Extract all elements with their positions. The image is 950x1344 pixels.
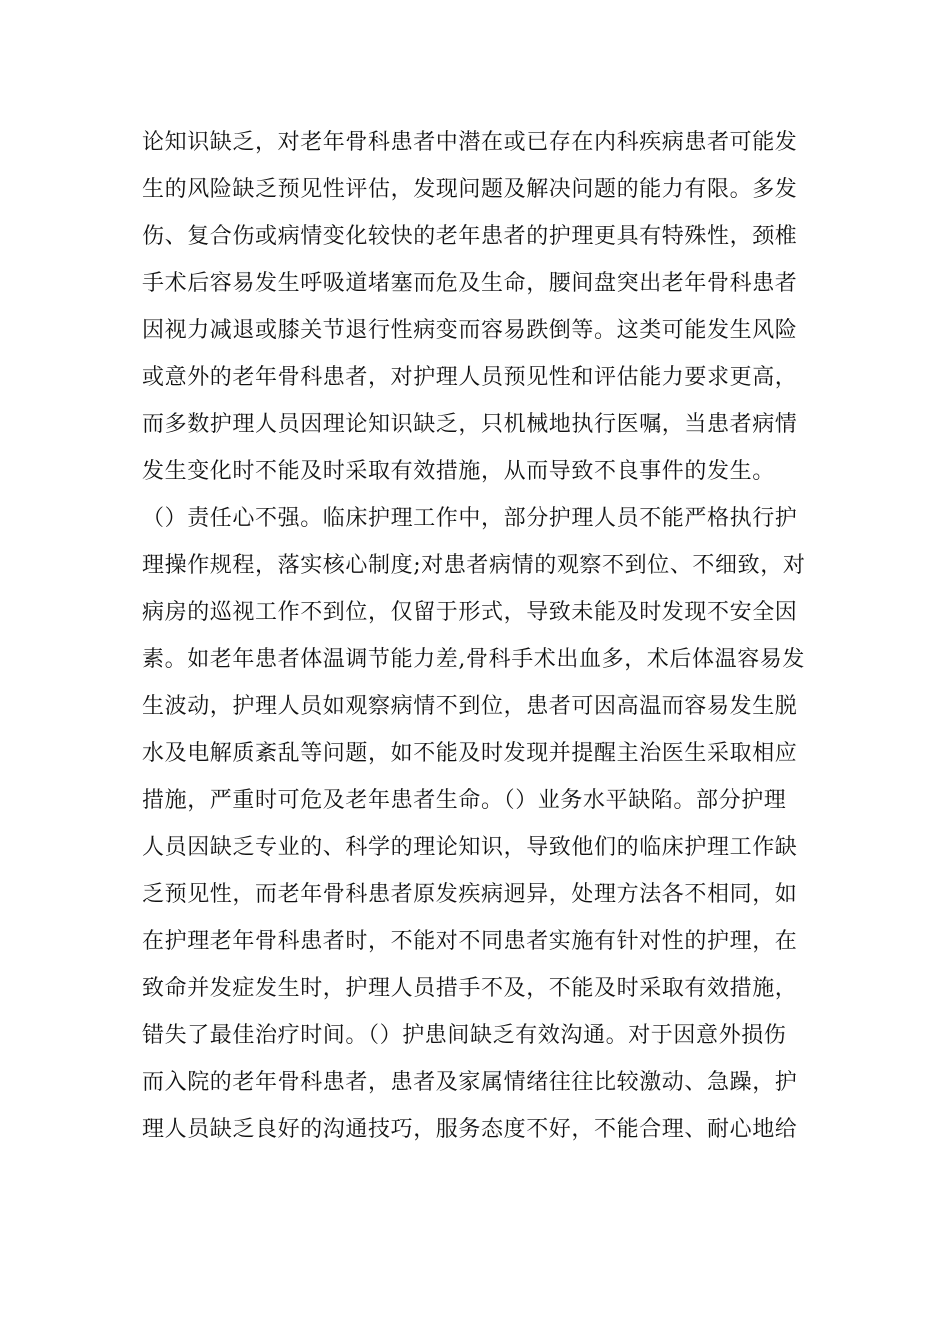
text-line: 素。如老年患者体温调节能力差,骨科手术出血多，术后体温容易发 (142, 647, 805, 672)
text-line: 乏预见性，而老年骨科患者原发疾病迥异，处理方法各不相同，如 (142, 882, 798, 907)
text-line: （）责任心不强。临床护理工作中，部分护理人员不能严格执行护 (142, 506, 798, 531)
body-text (142, 119, 822, 1153)
text-line: 生的风险缺乏预见性评估，发现问题及解决问题的能力有限。多发 (142, 177, 798, 202)
text-line: 发生变化时不能及时采取有效措施，从而导致不良事件的发生。 (142, 459, 775, 484)
text-line: 理人员缺乏良好的沟通技巧，服务态度不好，不能合理、耐心地给 (142, 1117, 798, 1142)
text-line: 生波动，护理人员如观察病情不到位，患者可因高温而容易发生脱 (142, 694, 798, 719)
text-line: 伤、复合伤或病情变化较快的老年患者的护理更具有特殊性，颈椎 (142, 224, 798, 249)
text-line: 错失了最佳治疗时间。（）护患间缺乏有效沟通。对于因意外损伤 (142, 1023, 787, 1048)
text-line: 手术后容易发生呼吸道堵塞而危及生命，腰间盘突出老年骨科患者 (142, 271, 798, 296)
text-line: 水及电解质紊乱等问题，如不能及时发现并提醒主治医生采取相应 (142, 741, 798, 766)
text-line: 而入院的老年骨科患者，患者及家属情绪往往比较激动、急躁，护 (142, 1070, 798, 1095)
text-line: 因视力减退或膝关节退行性病变而容易跌倒等。这类可能发生风险 (142, 318, 798, 343)
text-line: 而多数护理人员因理论知识缺乏，只机械地执行医嘱，当患者病情 (142, 412, 798, 437)
text-line: 理操作规程，落实核心制度;对患者病情的观察不到位、不细致，对 (142, 553, 806, 578)
text-line: 致命并发症发生时，护理人员措手不及，不能及时采取有效措施， (142, 976, 798, 1001)
text-line: 论知识缺乏，对老年骨科患者中潜在或已存在内科疾病患者可能发 (142, 130, 798, 155)
text-line: 措施，严重时可危及老年患者生命。（）业务水平缺陷。部分护理 (142, 788, 787, 813)
text-line: 病房的巡视工作不到位，仅留于形式，导致未能及时发现不安全因 (142, 600, 798, 625)
text-line: 或意外的老年骨科患者，对护理人员预见性和评估能力要求更高， (142, 365, 798, 390)
text-line: 人员因缺乏专业的、科学的理论知识，导致他们的临床护理工作缺 (142, 835, 798, 860)
text-line: 在护理老年骨科患者时，不能对不同患者实施有针对性的护理，在 (142, 929, 798, 954)
